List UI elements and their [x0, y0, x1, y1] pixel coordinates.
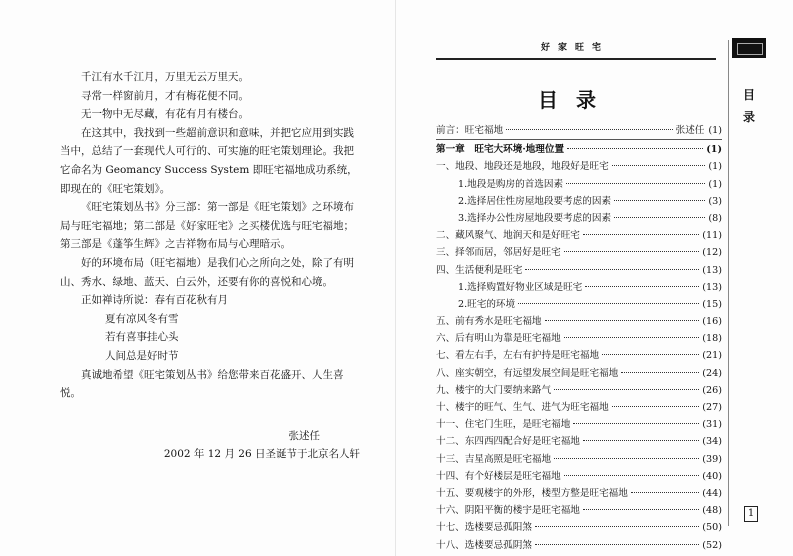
toc-leader — [554, 389, 699, 390]
toc-entry-page: (3) — [708, 195, 722, 207]
toc-leader — [567, 148, 703, 149]
toc-entry-page: (13) — [702, 264, 722, 276]
toc-entry[interactable] — [436, 262, 722, 279]
toc-entry-title: 3.选择办公性房屋地段要考虑的因素 — [458, 212, 612, 224]
toc-entry-page: (31) — [702, 419, 722, 431]
toc-entry-title: 2.选择居住性房屋地段要考虑的因素 — [458, 195, 612, 207]
toc-entry[interactable] — [436, 485, 722, 502]
toc-leader — [621, 372, 699, 373]
toc-entry[interactable] — [436, 122, 722, 139]
book-logo-icon — [732, 38, 766, 58]
toc-entry-page: (8) — [708, 212, 722, 224]
toc-entry-title: 七、看左右手，左右有护持是旺宅福地 — [436, 350, 600, 362]
toc-leader — [612, 406, 700, 407]
toc-entry-title: 十五、要观楼宇的外形，楼型方整是旺宅福地 — [436, 487, 628, 499]
toc-entry-page: (1) — [708, 125, 722, 136]
page-number: 1 — [744, 506, 758, 522]
toc-entry-page: (34) — [702, 436, 722, 448]
side-tab-char: 录 — [742, 110, 755, 124]
toc-leader — [602, 354, 699, 355]
toc-entry-title: 十二、东四西四配合好是旺宅福地 — [436, 436, 580, 448]
toc-entry-page: (11) — [702, 230, 722, 242]
toc-entry[interactable] — [436, 537, 722, 554]
toc-entry[interactable] — [436, 451, 722, 468]
toc-entry-page: (15) — [702, 298, 722, 310]
date-line: 2002 年 12 月 26 日圣诞节于北京名人轩 — [163, 448, 360, 461]
toc-leader — [583, 234, 699, 235]
toc-entry-title: 第一章 旺宅大环境·地理位置 — [436, 144, 565, 156]
toc-entry-page: (40) — [702, 470, 722, 482]
toc-entry-page: (16) — [702, 316, 722, 328]
toc-entry[interactable] — [436, 399, 722, 416]
left-text-line: 正如禅诗所说：春有百花秋有月 — [81, 294, 228, 307]
toc-title: 目录 — [538, 88, 614, 112]
left-text-line: 寻常一样窗前月，才有梅花便不同。 — [81, 89, 249, 102]
toc-entry-title: 二、藏风聚气、地润天和是好旺宅 — [436, 230, 580, 242]
toc-entry[interactable] — [436, 347, 722, 364]
toc-entry[interactable] — [436, 193, 722, 210]
toc-entry[interactable] — [436, 433, 722, 450]
toc-entry-title: 1.选择购置好物业区域是旺宅 — [458, 281, 583, 293]
left-text-line: 人间总是好时节 — [105, 349, 179, 362]
toc-entry-title: 十、楼宇的旺气、生气、进气为旺宅福地 — [436, 402, 609, 413]
toc-entry-page: (1) — [706, 144, 722, 156]
toc-entry-page: (48) — [702, 505, 722, 517]
toc-entry-title: 2.旺宅的环境 — [458, 298, 516, 310]
toc-leader — [614, 200, 705, 201]
toc-leader — [583, 440, 699, 441]
toc-entry-title: 十三、吉星高照是旺宅福地 — [436, 453, 552, 465]
side-tab — [742, 84, 756, 128]
toc-leader — [535, 544, 699, 545]
toc-entry[interactable] — [436, 313, 722, 330]
left-text-line: 夏有凉风冬有雪 — [105, 312, 179, 325]
toc-entry[interactable] — [436, 502, 722, 519]
toc-leader — [535, 526, 699, 527]
toc-entry[interactable] — [436, 158, 722, 175]
toc-entry-title: 前言：旺宅福地 — [436, 125, 504, 136]
toc-entry-title: 三、择邻而居，邻居好是旺宅 — [436, 247, 561, 259]
running-header: 好家旺宅 — [540, 43, 609, 53]
toc-entry-title: 1.地段是购房的首选因素 — [458, 178, 564, 190]
toc-entry[interactable] — [436, 210, 722, 227]
toc-entry-title: 十六、阴阳平衡的楼宇是旺宅福地 — [436, 505, 580, 517]
toc-entry-title: 一、地段、地段还是地段，地段好是旺宅 — [436, 161, 609, 173]
author-signature: 张述任 — [288, 429, 320, 442]
toc-leader — [564, 475, 700, 476]
toc-entry-page: (52) — [702, 539, 722, 551]
toc-entry-title: 十一、住宅门生旺，是旺宅福地 — [436, 419, 571, 431]
toc-entry-page: (39) — [702, 453, 722, 465]
toc-entry-page: (44) — [702, 487, 722, 499]
toc-entry-page: (26) — [702, 384, 722, 396]
toc-entry[interactable] — [436, 365, 722, 382]
page-gutter — [395, 0, 396, 556]
side-tab-char: 目 — [742, 88, 755, 102]
toc-entry[interactable] — [436, 468, 722, 485]
toc-entry[interactable] — [436, 330, 722, 347]
left-text-line: 《旺宅策划丛书》分三部：第一部是《旺宅策划》之环境布局与旺宅福地；第二部是《好家旺宅》之买楼优选与旺宅福地；第三部是《蓬筝生辉》之吉祥物布局与心理暗示。 — [60, 201, 354, 251]
toc-entry[interactable] — [436, 141, 722, 158]
toc-entry[interactable] — [436, 296, 722, 313]
left-text-line: 好的环境布局（旺宅福地）是我们心之所向之处，除了有明山、秀水、绿地、蓝天、白云外，还要有你的喜悦和心境。 — [60, 256, 354, 288]
toc-entry-page: (21) — [702, 350, 722, 362]
toc-leader — [554, 458, 699, 459]
toc-leader — [545, 320, 700, 321]
toc-entry-title: 九、楼宇的大门要纳来路气 — [436, 384, 552, 396]
left-text-line: 真诚地希望《旺宅策划丛书》给您带来百花盛开、人生喜悦。 — [60, 368, 344, 400]
toc-entry-page: (18) — [702, 333, 722, 345]
toc-entry[interactable] — [436, 244, 722, 261]
toc-entry-page: (1) — [708, 161, 722, 173]
toc-entry-page: (27) — [702, 402, 722, 413]
toc-entry-page: (50) — [702, 522, 722, 534]
left-text-line: 若有喜事挂心头 — [105, 331, 179, 344]
edge-divider — [728, 40, 729, 526]
toc-entry-title: 四、生活便利是旺宅 — [436, 264, 523, 276]
left-text-line: 千江有水千江月，万里无云万里天。 — [81, 71, 249, 83]
toc-entry-page: (1) — [708, 178, 722, 190]
toc-entry-title: 八、座实朝空，有远望发展空间是旺宅福地 — [436, 367, 619, 379]
toc-leader — [612, 165, 706, 166]
toc-entry-author: 张述任 — [675, 125, 705, 136]
toc-divider — [436, 139, 722, 140]
toc-leader — [614, 217, 705, 218]
toc-entry-page: (24) — [702, 367, 722, 379]
toc-leader — [631, 492, 699, 493]
toc-entry-title: 十四、有个好楼层是旺宅福地 — [436, 470, 561, 482]
toc-leader — [525, 269, 699, 270]
toc-entry[interactable] — [436, 279, 722, 296]
toc-entry[interactable] — [436, 382, 722, 399]
toc-leader — [564, 251, 700, 252]
toc-entry[interactable] — [436, 519, 722, 536]
toc-entry[interactable] — [436, 416, 722, 433]
toc-leader — [518, 303, 699, 304]
toc-leader — [566, 183, 705, 184]
toc-leader — [583, 509, 699, 510]
toc-leader — [573, 423, 699, 424]
toc-entry-page: (13) — [702, 281, 722, 293]
left-page-body — [60, 68, 360, 464]
toc-entry-page: (12) — [702, 247, 722, 259]
toc-leader — [585, 286, 699, 287]
toc-entry-title: 十八、选楼要忌孤阴煞 — [436, 539, 532, 551]
toc-leader — [506, 129, 672, 130]
toc-leader — [564, 337, 700, 338]
left-text-line: 在这其中，我找到一些超前意识和意味，并把它应用到实践当中，总结了一套现代人可行的、可实施的旺宅策划理论。我把它命名为 Geomancy Success System 即旺宅福地成功系统，即现在的《旺宅策划》。 — [60, 126, 358, 195]
toc-entry[interactable] — [436, 227, 722, 244]
left-text-line: 无一物中无尽藏，有花有月有楼台。 — [81, 108, 249, 121]
toc-entry-title: 五、前有秀水是旺宅福地 — [436, 316, 542, 328]
toc-entry-title: 十七、选楼要忌孤阳煞 — [436, 522, 532, 534]
header-rule — [436, 58, 716, 60]
toc-entry-title: 六、后有明山为靠是旺宅福地 — [436, 333, 561, 345]
toc-entry[interactable] — [436, 176, 722, 193]
table-of-contents — [436, 122, 722, 554]
